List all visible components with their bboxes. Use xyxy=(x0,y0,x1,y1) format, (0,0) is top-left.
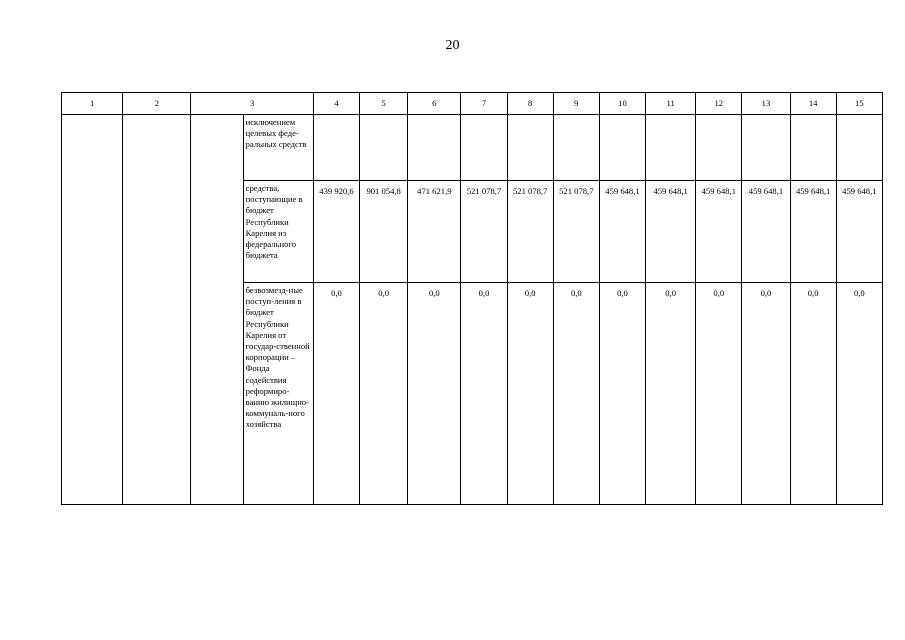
header-cell: 7 xyxy=(461,93,507,115)
empty-cell xyxy=(123,115,191,505)
row-label: безвозмезд-ные поступ-ления в бюджет Республики Карелия от государ-ственной корпорации – Фонда содействия реформиро-ванию жилищно-коммуналь-ного хозяйства xyxy=(243,283,313,505)
header-cell: 14 xyxy=(790,93,836,115)
value-cell: 0,0 xyxy=(408,283,461,505)
table-row xyxy=(62,115,883,181)
value-cell: 459 648,1 xyxy=(599,181,645,283)
value-cell: 459 648,1 xyxy=(696,181,742,283)
row-label: исключением целевых феде-ральных средств xyxy=(243,115,313,181)
value-cell: 471 621,9 xyxy=(408,181,461,283)
header-cell: 5 xyxy=(360,93,408,115)
empty-cell xyxy=(62,115,123,505)
row-label: средства, поступающие в бюджет Республики Карелия из федерального бюджета xyxy=(243,181,313,283)
budget-table xyxy=(61,92,883,505)
value-cell: 0,0 xyxy=(553,283,599,505)
value-cell: 0,0 xyxy=(599,283,645,505)
empty-cell xyxy=(191,115,243,505)
value-cell: 0,0 xyxy=(790,283,836,505)
value-cell: 0,0 xyxy=(360,283,408,505)
header-cell: 6 xyxy=(408,93,461,115)
value-cell xyxy=(696,115,742,181)
value-cell xyxy=(360,115,408,181)
value-cell xyxy=(553,115,599,181)
table-header-row xyxy=(62,93,883,115)
value-cell: 0,0 xyxy=(696,283,742,505)
header-cell: 3 xyxy=(191,93,313,115)
value-cell: 459 648,1 xyxy=(790,181,836,283)
page-number: 20 xyxy=(445,38,460,53)
value-cell xyxy=(408,115,461,181)
header-cell: 15 xyxy=(836,93,882,115)
header-cell: 10 xyxy=(599,93,645,115)
value-cell xyxy=(742,115,790,181)
value-cell: 459 648,1 xyxy=(646,181,696,283)
value-cell: 0,0 xyxy=(313,283,359,505)
value-cell: 0,0 xyxy=(461,283,507,505)
value-cell: 439 920,6 xyxy=(313,181,359,283)
header-cell: 4 xyxy=(313,93,359,115)
value-cell xyxy=(836,115,882,181)
header-cell: 8 xyxy=(507,93,553,115)
header-cell: 9 xyxy=(553,93,599,115)
header-cell: 1 xyxy=(62,93,123,115)
value-cell xyxy=(507,115,553,181)
header-cell: 12 xyxy=(696,93,742,115)
header-cell: 11 xyxy=(646,93,696,115)
value-cell: 0,0 xyxy=(836,283,882,505)
value-cell: 459 648,1 xyxy=(742,181,790,283)
value-cell: 521 078,7 xyxy=(461,181,507,283)
value-cell: 521 078,7 xyxy=(507,181,553,283)
value-cell xyxy=(599,115,645,181)
value-cell: 0,0 xyxy=(742,283,790,505)
value-cell xyxy=(313,115,359,181)
value-cell: 901 054,8 xyxy=(360,181,408,283)
value-cell xyxy=(790,115,836,181)
header-cell: 13 xyxy=(742,93,790,115)
value-cell: 521 078,7 xyxy=(553,181,599,283)
value-cell xyxy=(461,115,507,181)
value-cell xyxy=(646,115,696,181)
header-cell: 2 xyxy=(123,93,191,115)
value-cell: 0,0 xyxy=(507,283,553,505)
value-cell: 0,0 xyxy=(646,283,696,505)
value-cell: 459 648,1 xyxy=(836,181,882,283)
